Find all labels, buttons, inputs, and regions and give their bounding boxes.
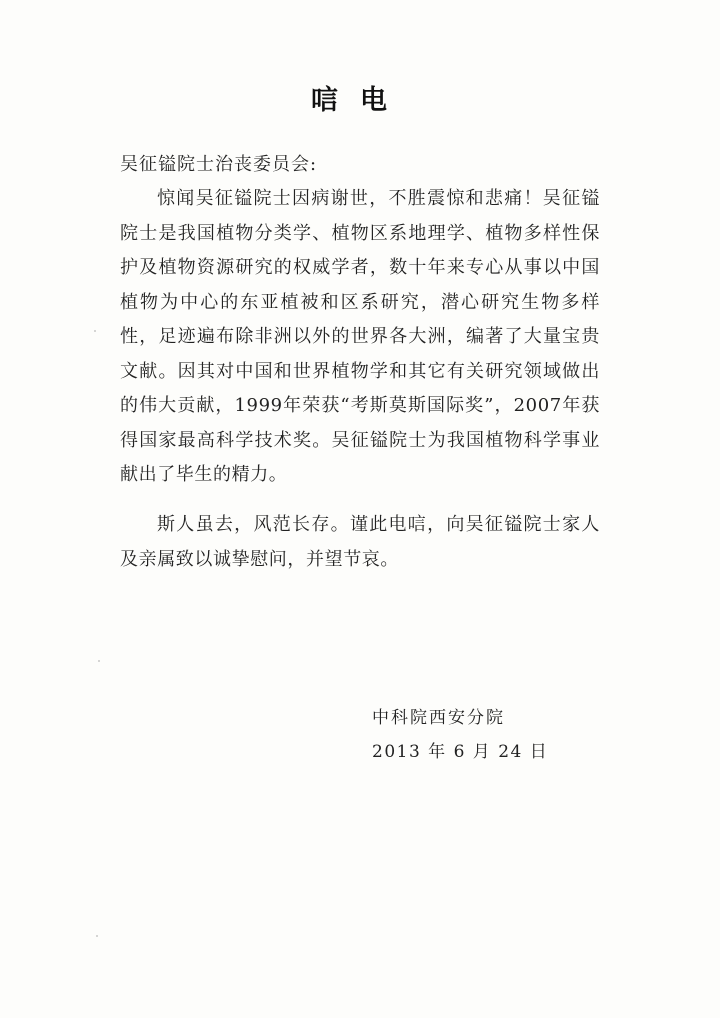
scan-speck <box>98 660 100 662</box>
signature-date: 2013 年 6 月 24 日 <box>372 742 549 762</box>
salutation: 吴征镒院士治丧委员会: <box>120 154 318 175</box>
body-paragraph-1: 惊闻吴征镒院士因病谢世，不胜震惊和悲痛！吴征镒院士是我国植物分类学、植物区系地理学、植物多样性保护及植物资源研究的权威学者，数十年来专心从事以中国植物为中心的东亚植被和区系研究，潜心研究生物多样性，足迹遍布除非洲以外的世界各大洲，编著了大量宝贵文献。因其对中国和世界植物学和其它有关研究领域做出的伟大贡献，1999年荣获“考斯莫斯国际奖”，2007年获得国家最高科学技术奖。吴征镒院士为我国植物科学事业献出了毕生的精力。 <box>120 188 600 485</box>
signature-organization: 中科院西安分院 <box>372 708 505 728</box>
scan-speck <box>96 935 98 937</box>
scan-speck <box>94 330 96 332</box>
document-title: 唁电 <box>311 85 409 116</box>
body-paragraph-2: 斯人虽去，风范长存。谨此电唁，向吴征镒院士家人及亲属致以诚挚慰问，并望节哀。 <box>120 514 600 570</box>
